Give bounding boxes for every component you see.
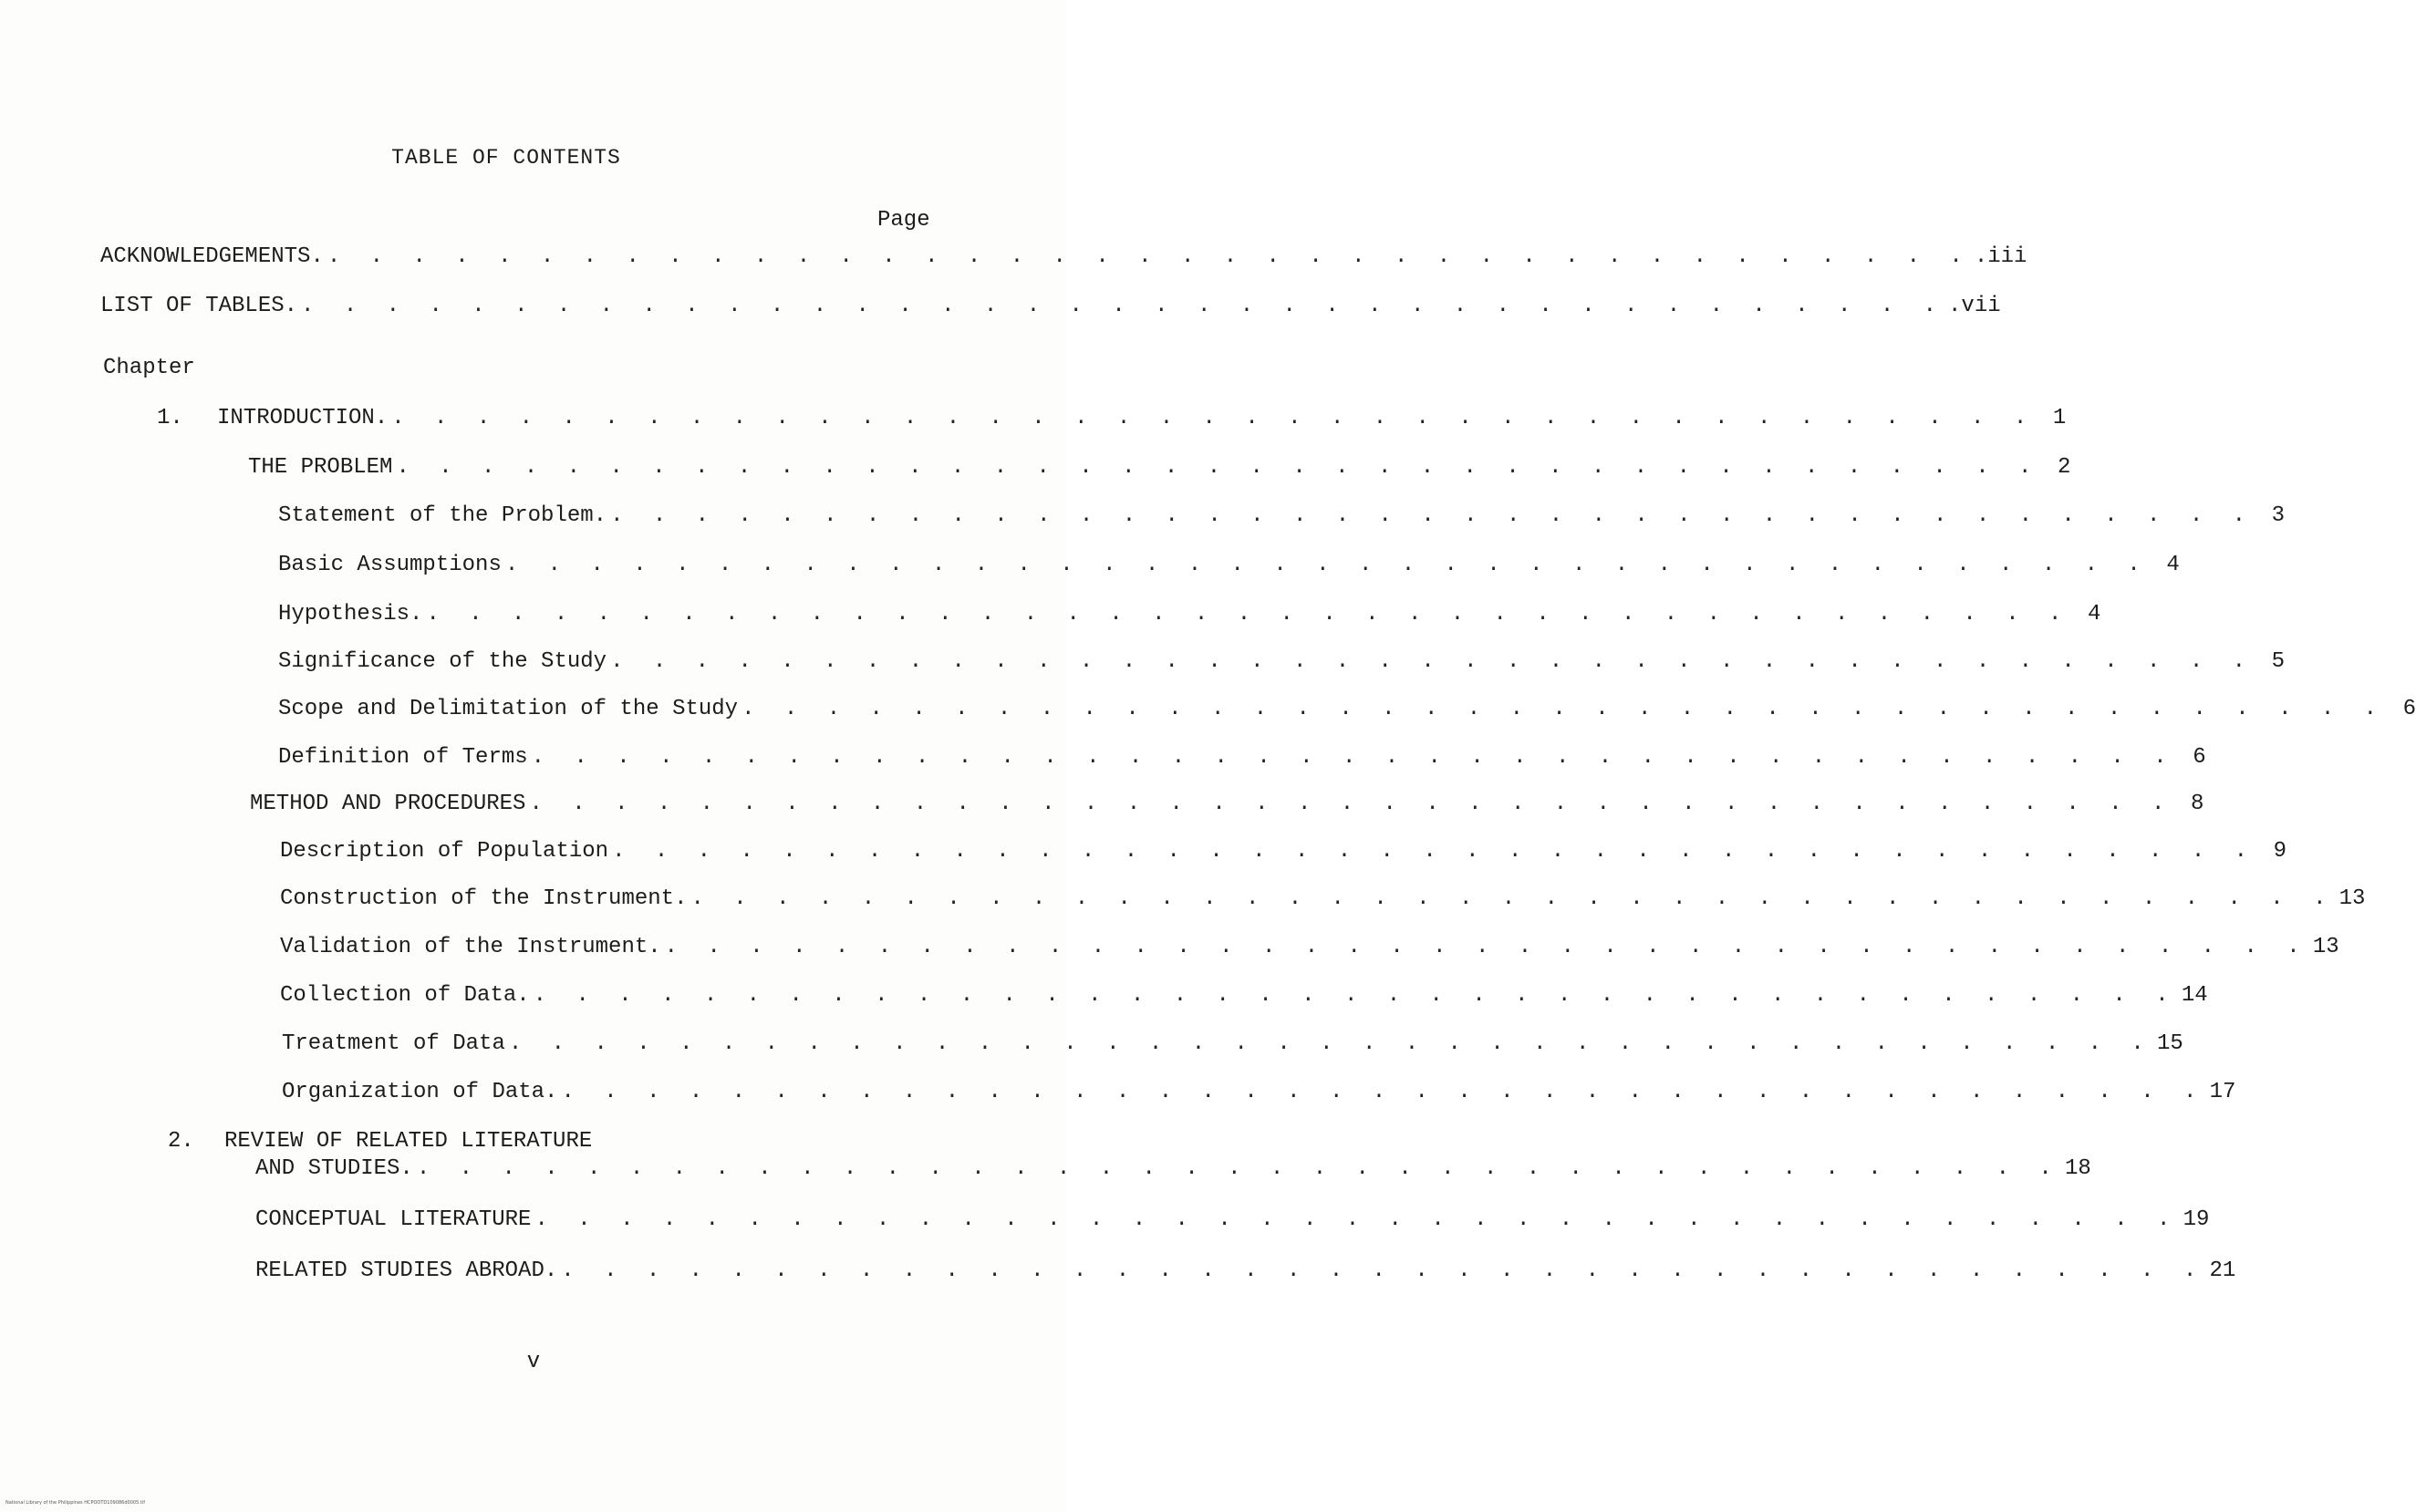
leader-dots: . . . . . . . . . . . . . . . . . . . . . . . . . . . . . . . . . . . . . . . [327,244,1971,269]
page-number: v [526,1350,541,1374]
scan-footer-stamp: National Library of the Philippines HCPOOTD109086d0005.tif [5,1500,145,1506]
leader-dots: . . . . . . . . . . . . . . . . . . . . . . . . . . . . . . . . . . . . . . . [664,935,2308,959]
toc-entry-significance[interactable] [278,649,2286,674]
toc-entry-collection-data[interactable] [280,983,2208,1008]
chapter-heading: Chapter [103,356,195,380]
leader-dots: . . . . . . . . . . . . . . . . . . . . . . . . . . . . . . . . . . . . . . . [391,406,2036,430]
chapter-number: 2. [168,1129,194,1154]
toc-entry-page: 4 [2088,602,2101,627]
leader-dots: . . . . . . . . . . . . . . . . . . . . . . . . . . . . . . . . . . . . . . . [426,602,2070,627]
toc-entry-label: Statement of the Problem. [278,503,607,528]
toc-entry-label: Validation of the Instrument. [280,935,661,959]
toc-entry-page: 13 [2312,935,2339,959]
toc-entry-acknowledgements[interactable] [100,244,2027,269]
toc-entry-label: ACKNOWLEDGEMENTS. [100,244,324,269]
leader-dots: . . . . . . . . . . . . . . . . . . . . . . . . . . . . . . . . . . . . . . . [610,649,2255,674]
toc-entry-page: 6 [2402,697,2416,721]
toc-entry-list-of-tables[interactable] [100,294,2001,318]
toc-entry-label: Treatment of Data [282,1031,505,1056]
toc-entry-page: 13 [2338,886,2366,911]
toc-entry-the-problem[interactable] [248,455,2071,480]
leader-dots: . . . . . . . . . . . . . . . . . . . . . . . . . . . . . . . . . . . . . . . [741,697,2386,721]
toc-entry-page: 2 [2058,455,2071,480]
toc-entry-chapter-1[interactable] [157,406,2067,430]
toc-entry-page: 1 [2052,406,2067,430]
toc-entry-label: REVIEW OF RELATED LITERATURE [224,1129,593,1154]
toc-entry-label: INTRODUCTION. [217,406,389,430]
toc-entry-treatment-data[interactable] [282,1031,2183,1056]
leader-dots: . . . . . . . . . . . . . . . . . . . . . . . . . . . . . . . . . . . . . . . [533,983,2177,1008]
leader-dots: . . . . . . . . . . . . . . . . . . . . . . . . . . . . . . . . . . . . . . . [561,1080,2205,1104]
leader-dots: . . . . . . . . . . . . . . . . . . . . . . . . . . . . . . . . . . . . . . . [610,503,2255,528]
leader-dots: . . . . . . . . . . . . . . . . . . . . . . . . . . . . . . . . . . . . . . . [612,839,2256,864]
toc-entry-validation-instrument[interactable] [280,935,2339,959]
toc-entry-description-population[interactable] [280,839,2287,864]
toc-entry-label: Construction of the Instrument. [280,886,688,911]
toc-entry-definition-of-terms[interactable] [278,745,2206,770]
toc-entry-label: Description of Population [280,839,609,864]
toc-entry-page: 14 [2181,983,2208,1008]
toc-entry-scope[interactable] [278,697,2416,721]
toc-entry-page: 5 [2271,649,2286,674]
toc-entry-label-continued: AND STUDIES. [255,1156,413,1181]
toc-entry-conceptual-literature[interactable] [255,1207,2210,1232]
leader-dots: . . . . . . . . . . . . . . . . . . . . . . . . . . . . . . . . . . . . . . . [504,553,2149,577]
leader-dots: . . . . . . . . . . . . . . . . . . . . . . . . . . . . . . . . . . . . . . . [690,886,2335,911]
leader-dots: . . . . . . . . . . . . . . . . . . . . . . . . . . . . . . . . . . . . . . . [301,294,1945,318]
toc-entry-basic-assumptions[interactable] [278,553,2180,577]
toc-entry-page: 8 [2191,792,2204,816]
toc-entry-chapter-2-line1[interactable] [168,1129,624,1154]
leader-dots: . . . . . . . . . . . . . . . . . . . . . . . . . . . . . . . . . . . . . . . [561,1258,2205,1283]
toc-entry-label: THE PROBLEM [248,455,393,480]
toc-entry-page: 3 [2271,503,2286,528]
toc-entry-label: Scope and Delimitation of the Study [278,697,739,721]
toc-entry-label: Definition of Terms [278,745,528,770]
leader-dots: . . . . . . . . . . . . . . . . . . . . . . . . . . . . . . . . . . . . . . . [508,1031,2152,1056]
toc-entry-label: Significance of the Study [278,649,607,674]
toc-entry-page: .vii [1948,294,2001,318]
toc-entry-page: 15 [2157,1031,2183,1056]
toc-entry-organization-data[interactable] [282,1080,2236,1104]
toc-entry-label: CONCEPTUAL LITERATURE [255,1207,532,1232]
toc-entry-hypothesis[interactable] [278,602,2101,627]
toc-entry-related-studies-abroad[interactable] [255,1258,2236,1283]
toc-entry-label: Collection of Data. [280,983,530,1008]
leader-dots: . . . . . . . . . . . . . . . . . . . . . . . . . . . . . . . . . . . . . . . [396,455,2040,480]
toc-entry-page: 19 [2183,1207,2210,1232]
toc-entry-label: RELATED STUDIES ABROAD. [255,1258,558,1283]
chapter-number: 1. [157,406,183,430]
toc-entry-construction-instrument[interactable] [280,886,2366,911]
toc-entry-page: 6 [2193,745,2206,770]
toc-entry-page: 21 [2209,1258,2236,1283]
leader-dots: . . . . . . . . . . . . . . . . . . . . . . . . . . . . . . . . . . . . . . . [534,1207,2179,1232]
leader-dots: . . . . . . . . . . . . . . . . . . . . . . . . . . . . . . . . . . . . . . . [531,745,2175,770]
toc-title: TABLE OF CONTENTS [391,146,621,170]
toc-entry-page: 4 [2166,553,2180,577]
toc-entry-page: 17 [2209,1080,2236,1104]
toc-entry-label: Basic Assumptions [278,553,502,577]
toc-entry-chapter-2-line2[interactable] [255,1156,2091,1181]
toc-entry-label: Organization of Data. [282,1080,558,1104]
toc-entry-statement-of-problem[interactable] [278,503,2286,528]
toc-entry-page: 18 [2065,1156,2091,1181]
toc-entry-label: Hypothesis. [278,602,423,627]
toc-entry-page: 9 [2273,839,2287,864]
leader-dots: . . . . . . . . . . . . . . . . . . . . . . . . . . . . . . . . . . . . . . . [529,792,2173,816]
toc-entry-page: .iii [1974,244,2027,269]
toc-entry-method-procedures[interactable] [250,792,2204,816]
leader-dots: . . . . . . . . . . . . . . . . . . . . . . . . . . . . . . . . . . . . . . . [416,1156,2060,1181]
toc-entry-label: METHOD AND PROCEDURES [250,792,526,816]
page-column-label: Page [877,208,930,233]
toc-entry-label: LIST OF TABLES. [100,294,298,318]
